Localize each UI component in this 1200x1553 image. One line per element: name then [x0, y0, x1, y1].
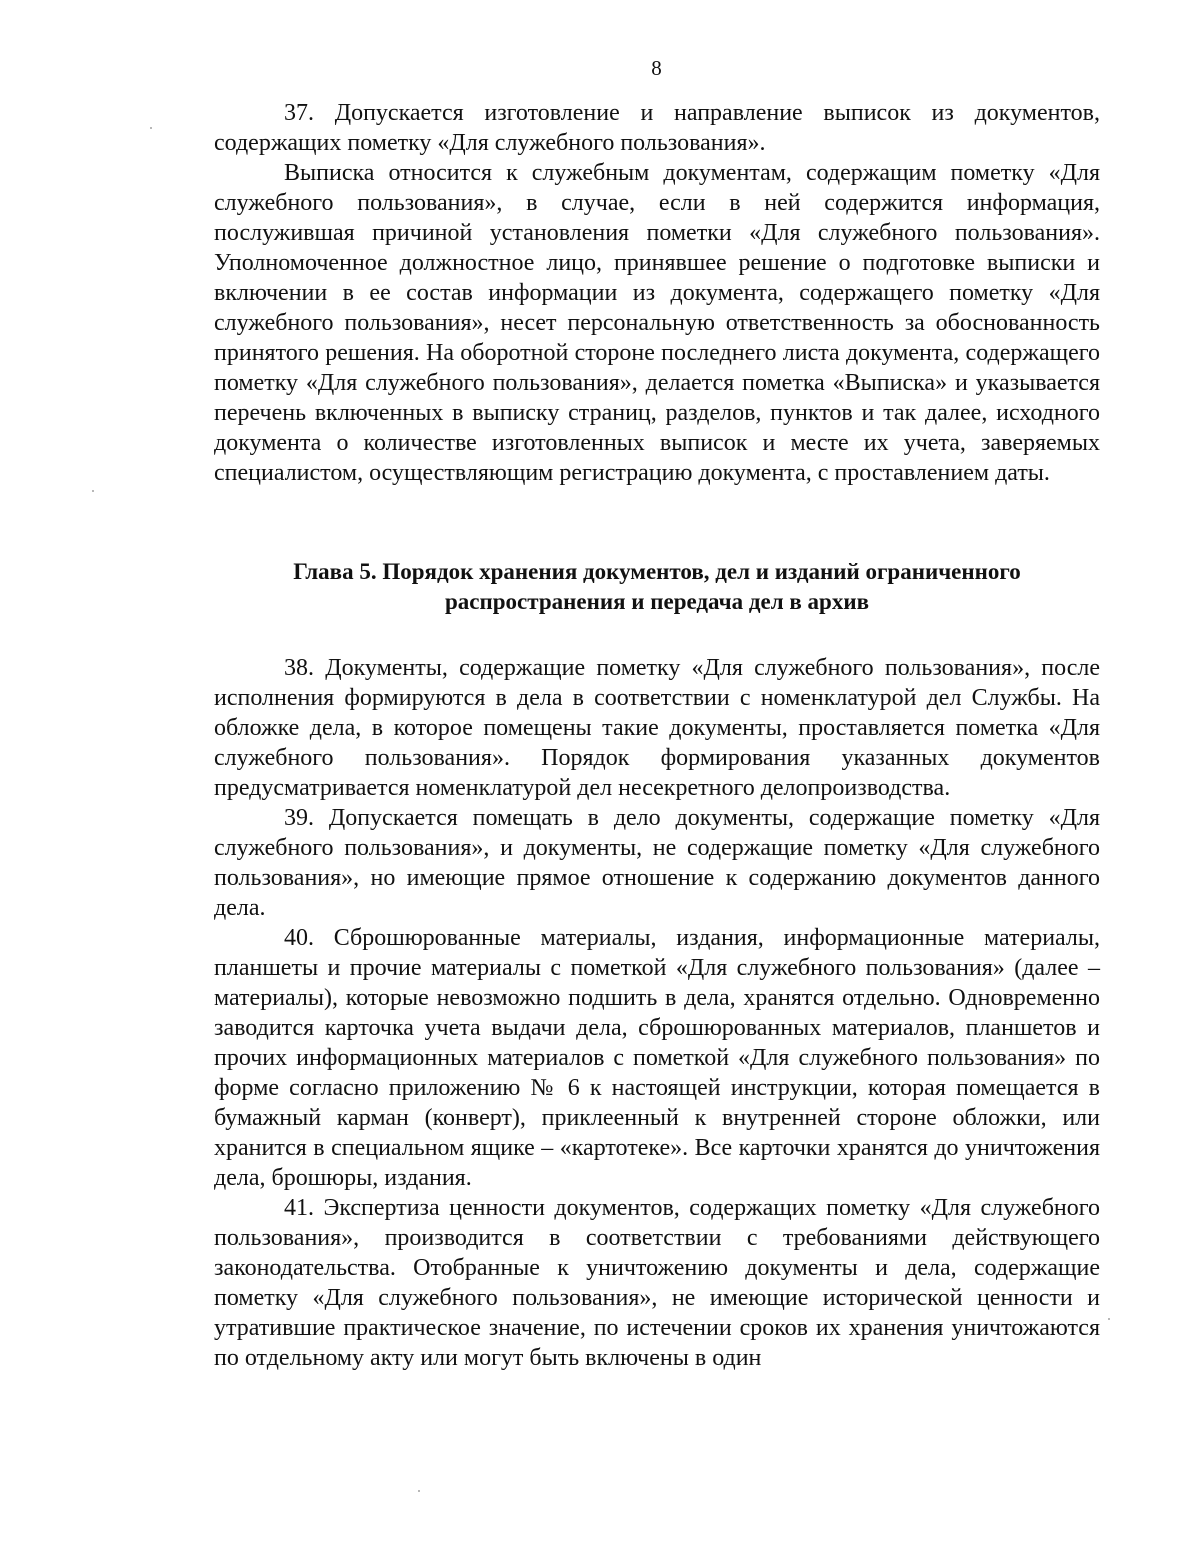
section-before-chapter [214, 98, 1100, 488]
scan-speck [1108, 1318, 1110, 1320]
paragraph-39: 39. Допускается помещать в дело документы, содержащие пометку «Для служебного пользования», и документы, не содержащие пометку «Для служебного пользования», но имеющие прямое отношение к содержанию документов данного дела. [214, 805, 1100, 921]
paragraph-38: 38. Документы, содержащие пометку «Для служебного пользования», после исполнения формируются в дела в соответствии с номенклатурой дел Службы. На обложке дела, в которое помещены такие документы, проставляется пометка «Для служебного пользования». Порядок формирования указанных документов предусматривается номенклатурой дел несекретного делопроизводства. [214, 655, 1100, 801]
scan-speck [150, 127, 152, 129]
scan-speck [92, 490, 94, 492]
paragraph-extract: Выписка относится к служебным документам, содержащим пометку «Для служебного пользования», в случае, если в ней содержится информация, послужившая причиной установления пометки «Для служебного пользования». Уполномоченное должностное лицо, принявшее решение о подготовке выписки и включении в ее состав информации из документа, содержащего пометку «Для служебного пользования», несет персональную ответственность за обоснованность принятого решения. На оборотной стороне последнего листа документа, содержащего пометку «Для служебного пользования», делается пометка «Выписка» и указывается перечень включенных в выписку страниц, разделов, пунктов и так далее, исходного документа о количестве изготовленных выписок и месте их учета, заверяемых специалистом, осуществляющим регистрацию документа, с проставлением даты. [214, 160, 1100, 486]
scan-speck [418, 1490, 420, 1492]
paragraph-41: 41. Экспертиза ценности документов, содержащих пометку «Для служебного пользования», производится в соответствии с требованиями действующего законодательства. Отобранные к уничтожению документы и дела, содержащие пометку «Для служебного пользования», не имеющие исторической ценности и утратившие практическое значение, по истечении сроков их хранения уничтожаются по отдельному акту или могут быть включены в один [214, 1195, 1100, 1371]
paragraph-37: 37. Допускается изготовление и направление выписок из документов, содержащих пометку «Для служебного пользования». [214, 100, 1100, 156]
section-chapter-5 [214, 653, 1100, 1373]
page-number: 8 [651, 56, 662, 80]
chapter-heading-line-2: распространения и передача дел в архив [444, 589, 869, 614]
chapter-heading-line-1: Глава 5. Порядок хранения документов, дел и изданий ограниченного [293, 559, 1021, 584]
paragraph-40: 40. Сброшюрованные материалы, издания, информационные материалы, планшеты и прочие материалы с пометкой «Для служебного пользования» (далее – материалы), которые невозможно подшить в дела, хранятся отдельно. Одновременно заводится карточка учета выдачи дела, сброшюрованных материалов, планшетов и прочих информационных материалов с пометкой «Для служебного пользования» по форме согласно приложению № 6 к настоящей инструкции, которая помещается в бумажный карман (конверт), приклеенный к внутренней стороне обложки, или хранится в специальном ящике – «картотеке». Все карточки хранятся до уничтожения дела, брошюры, издания. [214, 925, 1100, 1191]
chapter-heading [214, 557, 1100, 617]
